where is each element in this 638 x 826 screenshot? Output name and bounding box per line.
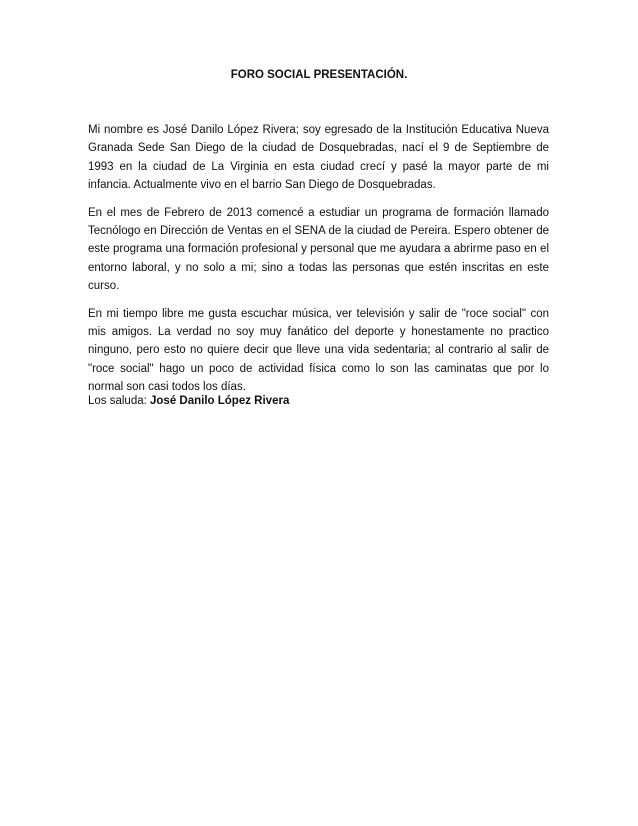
document-title: FORO SOCIAL PRESENTACIÓN. — [230, 69, 408, 81]
closing-line — [88, 392, 549, 410]
paragraph-studies: En el mes de Febrero de 2013 comencé a estudiar un programa de formación llamado Tecnólogo en Dirección de Ventas en el SENA de la ciudad de Pereira. Espero obtener de este programa una formación profesional y personal que me ayudara a abrirme paso en el entorno laboral, y no solo a mi; sino a todas las personas que estén inscritas en este curso. — [88, 206, 549, 293]
closing-name: José Danilo López Rivera — [150, 395, 290, 407]
closing-label: Los saluda: — [88, 395, 151, 407]
document-body — [88, 121, 549, 406]
paragraph-introduction: Mi nombre es José Danilo López Rivera; soy egresado de la Institución Educativa Nueva Granada Sede San Diego de la ciudad de Dosquebradas, nací el 9 de Septiembre de 1993 en la ciudad de La Virginia en esta ciudad crecí y pasé la mayor parte de mi infancia. Actualmente vivo en el barrio San Diego de Dosquebradas. — [88, 124, 549, 192]
paragraph-free-time: En mi tiempo libre me gusta escuchar música, ver televisión y salir de "roce social" con mis amigos. La verdad no soy muy fanático del deporte y honestamente no practico ninguno, pero esto no quiere decir que lleve una vida sedentaria; al contrario al salir de "roce social" hago un poco de actividad física como lo son las caminatas que por lo normal son casi todos los días. — [88, 307, 549, 394]
